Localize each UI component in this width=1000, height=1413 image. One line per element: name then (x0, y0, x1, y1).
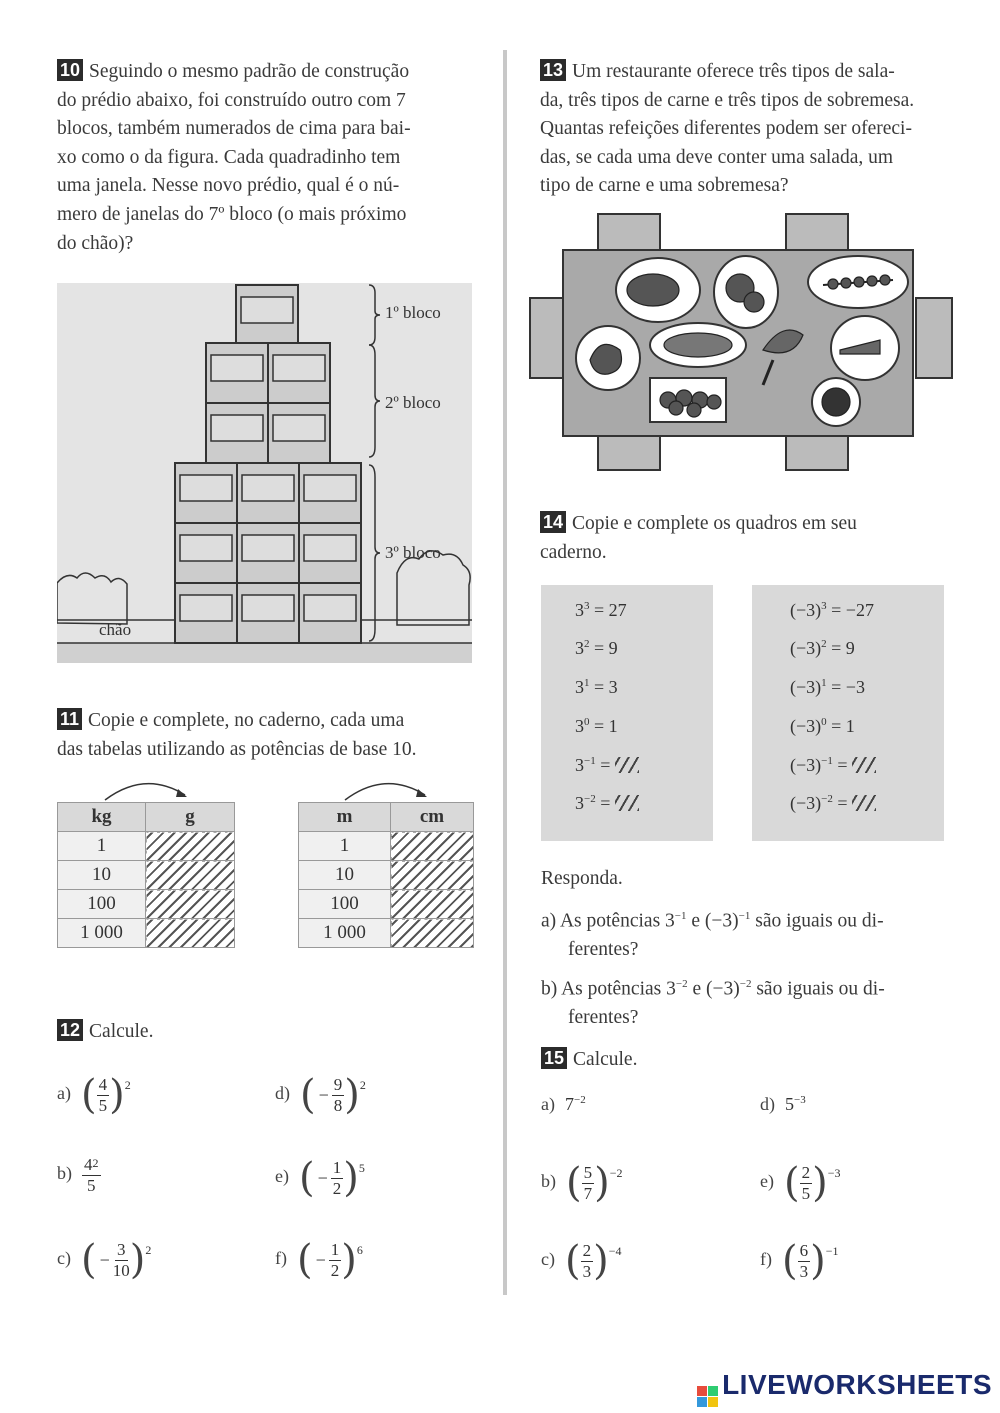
fraction (113, 1240, 130, 1281)
numerator: 4 (84, 1155, 93, 1174)
building-drawing (57, 283, 472, 663)
q15-item-b: b) ( $\frac{5}{7}$ )$^{-2}$ (541, 1160, 623, 1206)
minus-sign: − (99, 1249, 110, 1270)
power-row: $3^1 = 3$ (575, 677, 618, 697)
denominator: 2 (332, 1178, 342, 1198)
numerator: 3 (117, 1239, 126, 1259)
table-kg-g (57, 802, 235, 948)
minus-sign: − (318, 1084, 329, 1105)
item-label: f) (275, 1247, 287, 1268)
item-label: a) (57, 1082, 71, 1103)
power-row: $3^{-1}$ = (575, 755, 639, 776)
header-kg: kg (58, 803, 146, 832)
text-line: uma janela. Nesse novo prédio, qual é o nú- (57, 175, 400, 197)
power-row: $3^2 = 9$ (575, 638, 618, 658)
question-13 (540, 58, 960, 201)
ground-label: chão (99, 620, 132, 639)
item-label: d) (275, 1082, 290, 1103)
question-number: 10 (57, 59, 83, 81)
question-12 (57, 1018, 153, 1047)
item-label: c) (57, 1247, 71, 1268)
answer-cell[interactable] (146, 861, 235, 890)
q15-item-d: d) $5^{-3}$ (760, 1094, 806, 1114)
question-number: 13 (540, 59, 566, 81)
header-m: m (299, 803, 391, 832)
answer-blank[interactable] (615, 795, 639, 811)
power-row: $3^3 = 27$ (575, 600, 627, 620)
arrow-m-cm (340, 775, 440, 805)
block-3-label: 3º bloco (385, 543, 441, 562)
arrow-kg-g (100, 775, 200, 805)
question-15 (541, 1046, 637, 1075)
answer-cell[interactable] (146, 919, 235, 948)
text-line: Seguindo o mesmo padrão de construção (89, 61, 410, 82)
q15-item-e: e) ( $\frac{2}{5}$ )$^{-3}$ (760, 1160, 841, 1206)
item-label: b) (57, 1163, 72, 1184)
text-line: do prédio abaixo, foi construído outro com 7 (57, 89, 406, 111)
question-title: Calcule. (89, 1021, 154, 1042)
text-line: Quantas refeições diferentes podem ser ofereci- (540, 118, 912, 140)
cell-m: 10 (299, 861, 391, 890)
block-2-label: 2º bloco (385, 393, 441, 412)
q12-item-e: e) ( − $\frac{1}{2}$ )$^5$ (275, 1155, 365, 1201)
fraction (331, 1158, 344, 1199)
cell-kg: 100 (58, 890, 146, 919)
question-10 (57, 58, 487, 258)
denominator: 2 (330, 1260, 340, 1280)
fraction (332, 1075, 345, 1116)
cell-kg: 10 (58, 861, 146, 890)
liveworksheets-logo[interactable] (697, 1369, 992, 1407)
fraction (329, 1240, 342, 1281)
header-cm: cm (391, 803, 474, 832)
power-row: $(-3)^0 = 1$ (790, 716, 855, 736)
cell-kg: 1 (58, 832, 146, 861)
brand-text: LIVEWORKSHEETS (722, 1369, 992, 1400)
text-line: do chão)? (57, 232, 134, 254)
text-line: tipo de carne e uma sobremesa? (540, 175, 789, 197)
q12-item-c: c) ( − $\frac{3}{10}$ )$^2$ (57, 1237, 152, 1283)
power-row: $(-3)^{-1}$ = (790, 755, 876, 776)
q12-item-f: f) ( − $\frac{1}{2}$ )$^6$ (275, 1237, 363, 1283)
q12-item-a: a) ( $\frac{4}{5}$ )$^2$ (57, 1072, 131, 1118)
exponent: 6 (356, 1243, 363, 1257)
answer-blank[interactable] (615, 757, 639, 773)
cell-m: 1 (299, 832, 391, 861)
numerator: 1 (330, 1239, 340, 1259)
text-line: Um restaurante oferece três tipos de sala- (572, 61, 895, 82)
text-line: caderno. (540, 541, 607, 563)
exponent: 2 (92, 1156, 99, 1170)
q14-question-b: b) As potências $3^{-2}$ e $(-3)^{-2}$ são iguais ou di- ferentes? (541, 978, 885, 1029)
q15-item-c: c) ( $\frac{2}{3}$ )$^{-4}$ (541, 1238, 622, 1284)
q12-item-d: d) ( − $\frac{9}{8}$ )$^2$ (275, 1072, 366, 1118)
answer-cell[interactable] (391, 919, 474, 948)
block-1-label: 1º bloco (385, 303, 441, 322)
minus-sign: − (317, 1167, 328, 1188)
q15-item-f: f) ( $\frac{6}{3}$ )$^{-1}$ (760, 1238, 839, 1284)
minus-sign: − (315, 1249, 326, 1270)
q14-question-a: a) As potências $3^{-1}$ e $(-3)^{-1}$ são iguais ou di- ferentes? (541, 910, 884, 961)
fraction (97, 1075, 110, 1116)
power-row: $(-3)^{-2}$ = (790, 793, 876, 814)
numerator: 4 (98, 1074, 108, 1094)
cell-kg: 1 000 (58, 919, 146, 948)
text-line: das tabelas utilizando as potências de base 10. (57, 738, 417, 760)
question-number: 14 (540, 511, 566, 533)
numerator: 9 (333, 1074, 343, 1094)
denominator: 5 (98, 1095, 108, 1115)
text-line: xo como o da figura. Cada quadradinho tem (57, 146, 401, 168)
text-line: Copie e complete os quadros em seu (572, 513, 857, 534)
exponent: 2 (124, 1078, 131, 1092)
text-line: Copie e complete, no caderno, cada uma (88, 710, 405, 731)
text-line: blocos, também numerados de cima para bai- (57, 118, 411, 140)
denominator: 5 (87, 1176, 96, 1195)
answer-blank[interactable] (852, 757, 876, 773)
numerator: 1 (332, 1157, 342, 1177)
exponent: 2 (359, 1078, 366, 1092)
exponent: 5 (358, 1161, 365, 1175)
denominator: 8 (333, 1095, 343, 1115)
text-line: da, três tipos de carne e três tipos de sobremesa. (540, 89, 915, 111)
question-number: 15 (541, 1047, 567, 1069)
question-14 (540, 510, 960, 567)
text-line: das, se cada uma deve conter uma salada, um (540, 146, 894, 168)
power-row: $(-3)^3 = -27$ (790, 600, 874, 620)
power-row: $3^{-2}$ = (575, 793, 639, 814)
column-divider (503, 50, 507, 1295)
restaurant-table-illustration (528, 210, 953, 475)
answer-blank[interactable] (852, 795, 876, 811)
exponent: 2 (145, 1243, 152, 1257)
question-number: 11 (57, 708, 82, 730)
q15-item-a: a) $7^{-2}$ (541, 1094, 586, 1114)
answer-cell[interactable] (146, 832, 235, 861)
item-label: e) (275, 1165, 289, 1186)
logo-icon (697, 1386, 718, 1407)
respond-label: Responda. (541, 868, 623, 889)
denominator: 10 (112, 1260, 130, 1280)
question-title: Calcule. (573, 1049, 638, 1070)
question-number: 12 (57, 1019, 83, 1041)
answer-cell[interactable] (391, 832, 474, 861)
q12-item-b (57, 1155, 101, 1196)
building-illustration (57, 283, 472, 663)
header-g: g (146, 803, 235, 832)
answer-cell[interactable] (146, 890, 235, 919)
table-m-cm (298, 802, 474, 948)
text-line: mero de janelas do 7º bloco (o mais próximo (57, 203, 407, 225)
answer-cell[interactable] (391, 890, 474, 919)
power-row: $(-3)^2 = 9$ (790, 638, 855, 658)
power-row: $3^0 = 1$ (575, 716, 618, 736)
fraction (82, 1155, 101, 1196)
cell-m: 1 000 (299, 919, 391, 948)
answer-cell[interactable] (391, 861, 474, 890)
question-11 (57, 707, 497, 764)
power-row: $(-3)^1 = -3$ (790, 677, 865, 697)
cell-m: 100 (299, 890, 391, 919)
